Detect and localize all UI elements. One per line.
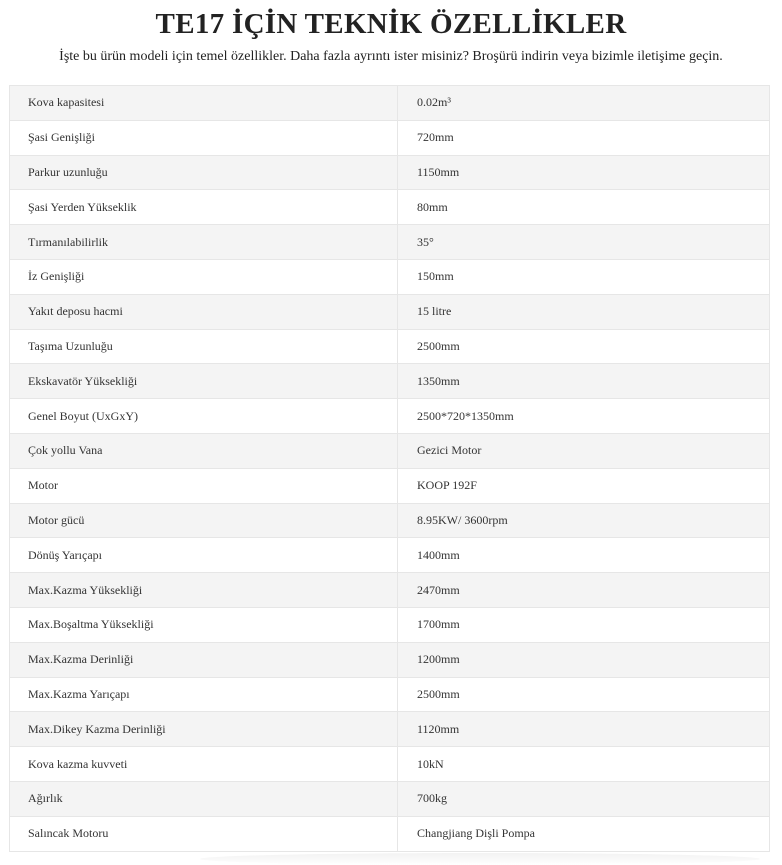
table-row (10, 120, 770, 155)
spec-table-body (10, 86, 770, 852)
spec-value: 8.95KW/ 3600rpm (398, 503, 770, 538)
table-row (10, 225, 770, 260)
spec-value: 1200mm (398, 642, 770, 677)
spec-label: Parkur uzunluğu (10, 155, 398, 190)
spec-value: 1120mm (398, 712, 770, 747)
table-row (10, 503, 770, 538)
spec-value: 700kg (398, 781, 770, 816)
spec-label: Şasi Genişliği (10, 120, 398, 155)
spec-label: Motor gücü (10, 503, 398, 538)
spec-value: 80mm (398, 190, 770, 225)
spec-label: Salıncak Motoru (10, 816, 398, 851)
spec-value: 2500*720*1350mm (398, 399, 770, 434)
table-row (10, 468, 770, 503)
spec-value: 35° (398, 225, 770, 260)
table-row (10, 642, 770, 677)
spec-value: 1150mm (398, 155, 770, 190)
table-row (10, 677, 770, 712)
spec-value: 150mm (398, 259, 770, 294)
spec-label: Max.Boşaltma Yüksekliği (10, 607, 398, 642)
table-row (10, 607, 770, 642)
spec-value: 10kN (398, 747, 770, 782)
spec-value: 1400mm (398, 538, 770, 573)
spec-label: Ağırlık (10, 781, 398, 816)
spec-label: Max.Dikey Kazma Derinliği (10, 712, 398, 747)
spec-value: 2500mm (398, 329, 770, 364)
spec-value: Changjiang Dişli Pompa (398, 816, 770, 851)
spec-label: Tırmanılabilirlik (10, 225, 398, 260)
spec-value: 1700mm (398, 607, 770, 642)
table-row (10, 712, 770, 747)
spec-label: Çok yollu Vana (10, 433, 398, 468)
table-row (10, 816, 770, 851)
spec-label: Max.Kazma Yüksekliği (10, 573, 398, 608)
spec-value: 1350mm (398, 364, 770, 399)
spec-label: Max.Kazma Derinliği (10, 642, 398, 677)
spec-label: İz Genişliği (10, 259, 398, 294)
spec-value: 2500mm (398, 677, 770, 712)
spec-label: Max.Kazma Yarıçapı (10, 677, 398, 712)
spec-label: Taşıma Uzunluğu (10, 329, 398, 364)
table-row (10, 294, 770, 329)
table-row (10, 259, 770, 294)
spec-label: Şasi Yerden Yükseklik (10, 190, 398, 225)
table-row (10, 781, 770, 816)
table-row (10, 747, 770, 782)
spec-value: 0.02m³ (398, 86, 770, 121)
table-row (10, 573, 770, 608)
spec-label: Motor (10, 468, 398, 503)
table-row (10, 155, 770, 190)
spec-value: KOOP 192F (398, 468, 770, 503)
table-row (10, 329, 770, 364)
spec-label: Kova kapasitesi (10, 86, 398, 121)
spec-table (9, 85, 770, 852)
spec-value: 15 litre (398, 294, 770, 329)
page-title: TE17 İÇİN TEKNİK ÖZELLİKLER (155, 8, 627, 40)
table-row (10, 399, 770, 434)
spec-value: 2470mm (398, 573, 770, 608)
spec-label: Yakıt deposu hacmi (10, 294, 398, 329)
spec-label: Kova kazma kuvveti (10, 747, 398, 782)
table-row (10, 433, 770, 468)
table-row (10, 190, 770, 225)
page-subtitle: İşte bu ürün modeli için temel özellikler. Daha fazla ayrıntı ister misiniz? Broşürü indirin veya bizimle iletişime geçin. (59, 49, 723, 64)
spec-label: Dönüş Yarıçapı (10, 538, 398, 573)
spec-label: Ekskavatör Yüksekliği (10, 364, 398, 399)
bottom-shadow (200, 853, 760, 865)
table-row (10, 538, 770, 573)
table-row (10, 86, 770, 121)
table-row (10, 364, 770, 399)
spec-value: Gezici Motor (398, 433, 770, 468)
spec-label: Genel Boyut (UxGxY) (10, 399, 398, 434)
spec-value: 720mm (398, 120, 770, 155)
